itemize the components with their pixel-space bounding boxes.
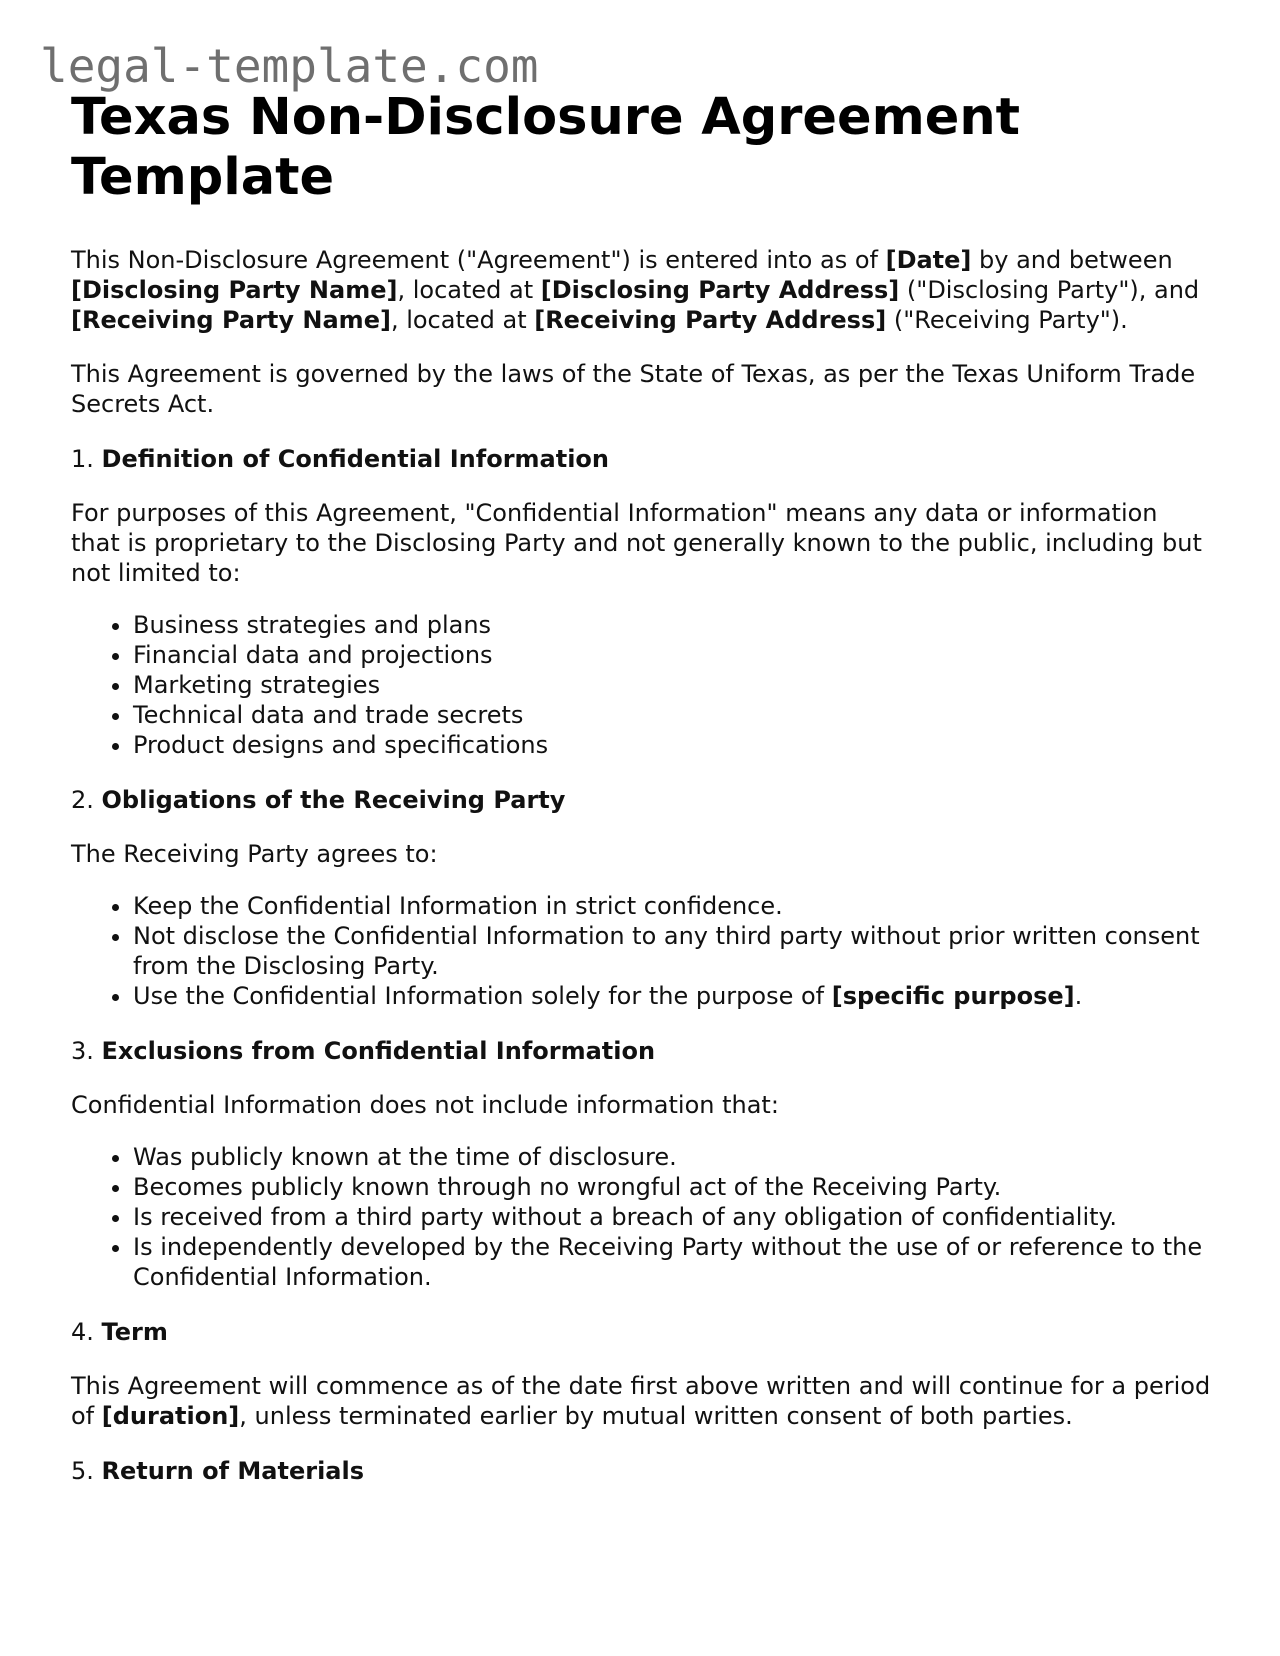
section-4-text [71,1371,1211,1431]
list-item: • Becomes publicly known through no wrongful act of the Receiving Party. [133,1172,1211,1202]
section-title: Return of Materials [101,1457,365,1485]
list-item: • Marketing strategies [133,670,1211,700]
duration-placeholder: [duration] [101,1402,240,1430]
section-3-text: Confidential Information does not include information that: [71,1091,779,1119]
term-text: This Agreement will commence as of the date first above written and will continue for a period of [71,1372,1211,1430]
intro-text: This Non-Disclosure Agreement ("Agreement") is entered into as of [71,246,886,274]
list-item: • Was publicly known at the time of disclosure. [133,1142,1211,1172]
disclosing-name-placeholder: [Disclosing Party Name] [71,276,398,304]
list-item-text: Use the Confidential Information solely for the purpose of [133,982,832,1010]
purpose-placeholder: [specific purpose] [831,982,1075,1010]
list-item: • Keep the Confidential Information in strict confidence. [133,891,1211,921]
date-placeholder: [Date] [885,246,972,274]
intro-text: , located at [397,276,541,304]
section-number: 4. [71,1318,102,1346]
document-title: Texas Non-Disclosure Agreement Template [71,88,1021,207]
section-5-heading [71,1456,1211,1486]
list-item: • Is received from a third party without a breach of any obligation of confidentiality. [133,1202,1211,1232]
receiving-address-placeholder: [Receiving Party Address] [534,306,887,334]
section-number: 3. [71,1037,102,1065]
intro-text: , located at [390,306,535,334]
list-item: • Business strategies and plans [133,610,1211,640]
intro-paragraph [71,245,1211,335]
section-1-heading [71,444,1211,474]
list-item [133,981,1211,1011]
section-1-list [71,610,1211,760]
receiving-name-placeholder: [Receiving Party Name] [71,306,391,334]
list-item: • Financial data and projections [133,640,1211,670]
document-body [71,88,1211,1486]
section-2-text: The Receiving Party agrees to: [71,840,438,868]
list-item: • Not disclose the Confidential Information to any third party without prior written consent from the Disclosing Party. [133,921,1211,981]
list-item: • Is independently developed by the Receiving Party without the use of or reference to the Confidential Information. [133,1232,1211,1292]
section-1-text: For purposes of this Agreement, "Confidential Information" means any data or information that is proprietary to the Disclosing Party and not generally known to the public, including but not limited to: [71,499,1202,587]
section-2-heading [71,785,1211,815]
disclosing-address-placeholder: [Disclosing Party Address] [540,276,900,304]
section-4-heading [71,1317,1211,1347]
watermark-logo: legal-template.com [40,39,539,93]
section-title: Exclusions from Confidential Information [101,1037,656,1065]
intro-text: ("Receiving Party"). [886,306,1128,334]
section-number: 1. [71,445,102,473]
section-title: Definition of Confidential Information [101,445,609,473]
list-item: • Product designs and specifications [133,730,1211,760]
governing-law-paragraph: This Agreement is governed by the laws of the State of Texas, as per the Texas Uniform Trade Secrets Act. [71,360,1196,418]
section-title: Term [101,1318,168,1346]
intro-text: ("Disclosing Party"), and [899,276,1200,304]
section-3-list [71,1142,1211,1292]
section-3-heading [71,1036,1211,1066]
list-item: • Technical data and trade secrets [133,700,1211,730]
section-title: Obligations of the Receiving Party [101,786,566,814]
intro-text: by and between [971,246,1173,274]
section-number: 2. [71,786,102,814]
term-text: , unless terminated earlier by mutual written consent of both parties. [239,1402,1073,1430]
list-item-text: . [1074,982,1083,1010]
section-number: 5. [71,1457,102,1485]
section-2-list [71,891,1211,1011]
